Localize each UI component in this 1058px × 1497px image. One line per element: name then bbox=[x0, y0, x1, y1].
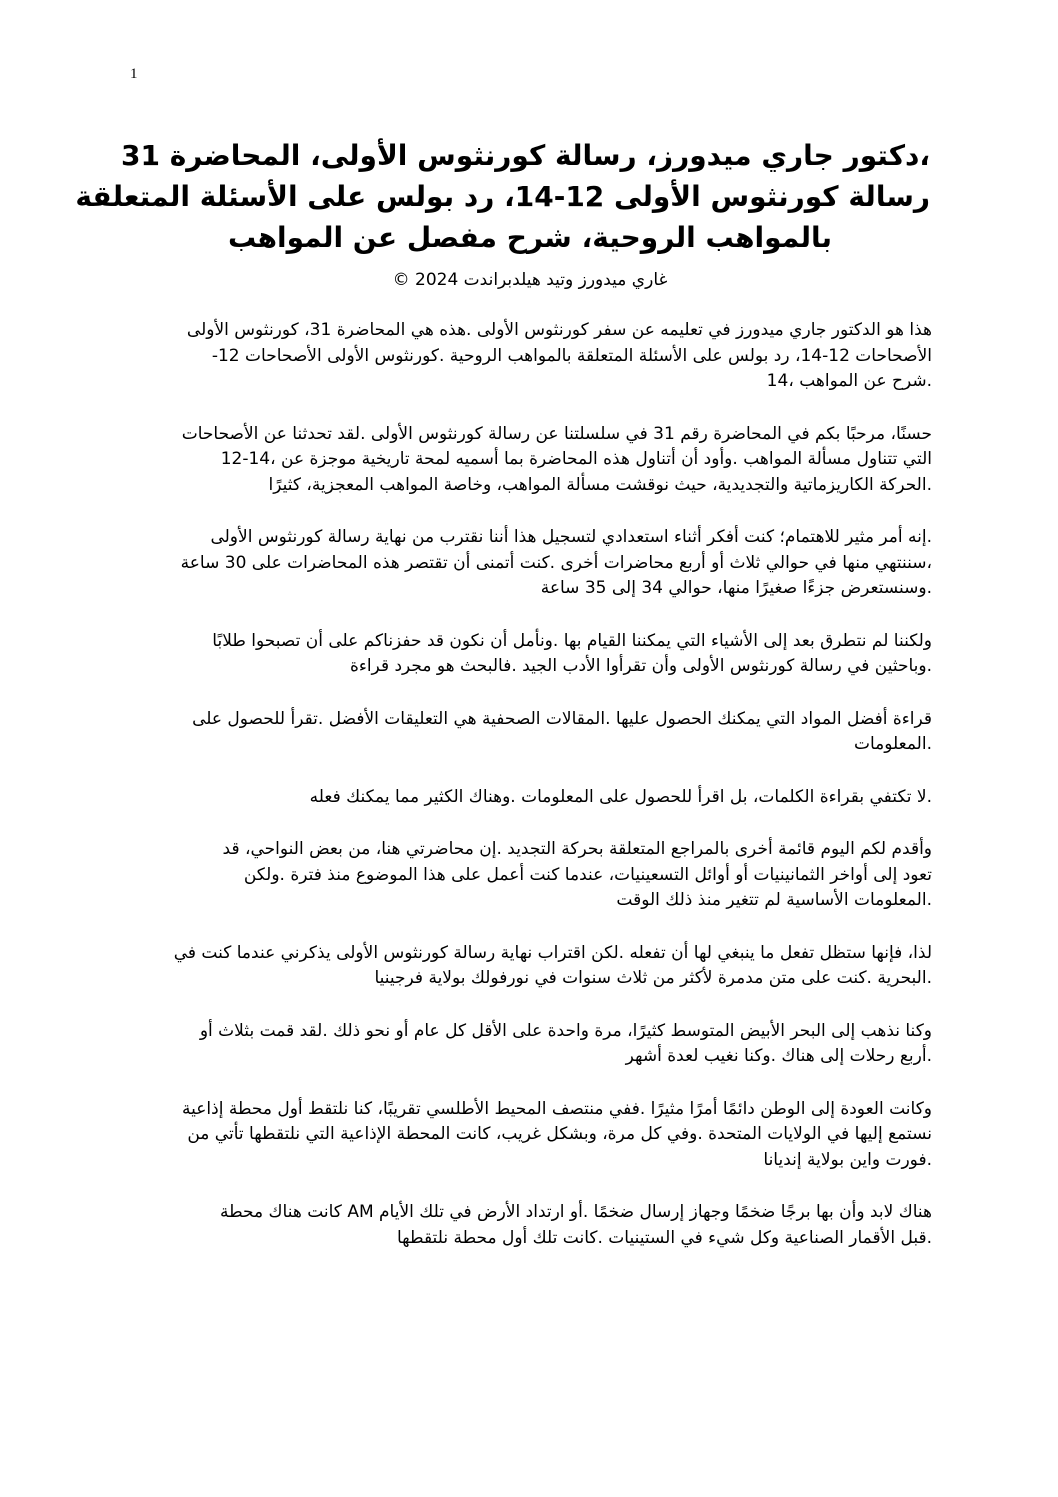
text-line: هذا هو الدكتور جاري ميدورز في تعليمه عن سفر كورنثوس الأولى .هذه هي المحاضرة 31، كورنثوس الأولى bbox=[186, 320, 932, 340]
paragraph bbox=[132, 837, 932, 914]
text-line: هناك لابد وأن بها برجًا ضخمًا وجهاز إرسال ضخمًا .أو ارتداد الأرض في تلك الأيام AM كانت هناك محطة bbox=[219, 1202, 932, 1222]
paragraph bbox=[132, 707, 932, 758]
paragraph bbox=[132, 941, 932, 992]
document-title bbox=[75, 135, 930, 258]
text-line: نستمع إليها في الولايات المتحدة .وفي كل مرة، وبشكل غريب، كانت المحطة الإذاعية التي نلتقطها تأتي من bbox=[187, 1124, 932, 1144]
title-line: رسالة كورنثوس الأولى 12-14، رد بولس على الأسئلة المتعلقة bbox=[75, 180, 930, 213]
text-line: قراءة أفضل المواد التي يمكنك الحصول عليها .المقالات الصحفية هي التعليقات الأفضل .تقرأ للحصول على bbox=[192, 708, 932, 729]
copyright-line: غاري ميدورز وتيد هيلدبراندت 2024 © bbox=[392, 270, 668, 290]
text-line: الأصحاحات 12-14، رد بولس على الأسئلة المتعلقة بالمواهب الروحية .كورنثوس الأولى الأصحاحات 12- bbox=[211, 345, 932, 366]
text-line: .إنه أمر مثير للاهتمام؛ كنت أفكر أثناء استعدادي لتسجيل هذا أننا نقترب من نهاية رسالة كورنثوس الأولى bbox=[210, 527, 932, 547]
text-line: التي تتناول مسألة المواهب .وأود أن أتناول هذه المحاضرة بما أسميه لمحة تاريخية موجزة عن ،14-12 bbox=[220, 449, 932, 469]
text-line: .أربع رحلات إلى هناك .وكنا نغيب لعدة أشهر bbox=[625, 1046, 932, 1066]
text-line: وأقدم لكم اليوم قائمة أخرى بالمراجع المتعلقة بحركة التجديد .إن محاضرتي هنا، من بعض النواحي، قد bbox=[222, 839, 932, 859]
document-body bbox=[132, 318, 932, 1278]
paragraph bbox=[132, 785, 932, 811]
text-line: .المعلومات الأساسية لم تتغير منذ ذلك الوقت bbox=[616, 890, 932, 910]
text-line: .وسنستعرض جزءًا صغيرًا منها، حوالي 34 إلى 35 ساعة bbox=[540, 578, 932, 598]
title-line: ،دكتور جاري ميدورز، رسالة كورنثوس الأولى، المحاضرة 31 bbox=[121, 139, 930, 172]
text-line: .لا تكتفي بقراءة الكلمات، بل اقرأ للحصول على المعلومات .وهناك الكثير مما يمكنك فعله bbox=[309, 786, 932, 807]
paragraph bbox=[132, 1097, 932, 1174]
text-line: .وباحثين في رسالة كورنثوس الأولى وأن تقرأوا الأدب الجيد .فالبحث هو مجرد قراءة bbox=[349, 656, 932, 676]
text-line: حسنًا، مرحبًا بكم في المحاضرة رقم 31 في سلسلتنا عن رسالة كورنثوس الأولى .لقد تحدثنا عن الأصحاحات bbox=[181, 423, 932, 444]
text-line: .البحرية .كنت على متن مدمرة لأكثر من ثلاث سنوات في نورفولك بولاية فرجينيا bbox=[374, 968, 932, 988]
text-line: .قبل الأقمار الصناعية وكل شيء في الستينيات .كانت تلك أول محطة نلتقطها bbox=[397, 1227, 932, 1248]
text-line: ولكننا لم نتطرق بعد إلى الأشياء التي يمكننا القيام بها .ونأمل أن نكون قد حفزناكم على أن تصبحوا طلابًا bbox=[212, 630, 932, 651]
paragraph bbox=[132, 1200, 932, 1251]
paragraph bbox=[132, 525, 932, 602]
text-line: تعود إلى أواخر الثمانينيات أو أوائل التسعينيات، عندما كنت أعمل على هذا الموضوع منذ فترة .ولكن bbox=[243, 864, 932, 885]
title-line: بالمواهب الروحية، شرح مفصل عن المواهب bbox=[227, 221, 833, 254]
page-number: 1 bbox=[130, 66, 138, 82]
text-line: .شرح عن المواهب ،14 bbox=[766, 371, 932, 391]
text-line: لذا، فإنها ستظل تفعل ما ينبغي لها أن تفعله .لكن اقتراب نهاية رسالة كورنثوس الأولى يذكرني عندما كنت في bbox=[173, 942, 932, 963]
text-line: ،سننتهي منها في حوالي ثلاث أو أربع محاضرات أخرى .كنت أتمنى أن تقتصر هذه المحاضرات على 30 ساعة bbox=[180, 552, 932, 573]
text-line: .المعلومات bbox=[853, 734, 932, 754]
paragraph bbox=[132, 422, 932, 499]
paragraph bbox=[132, 629, 932, 680]
text-line: .الحركة الكاريزماتية والتجديدية، حيث نوقشت مسألة المواهب، وخاصة المواهب المعجزية، كثيرًا bbox=[268, 474, 932, 495]
paragraph bbox=[132, 1019, 932, 1070]
paragraph bbox=[132, 318, 932, 395]
text-line: وكانت العودة إلى الوطن دائمًا أمرًا مثيرًا .ففي منتصف المحيط الأطلسي تقريبًا، كنا نلتقط أول محطة إذاعية bbox=[182, 1098, 932, 1119]
text-line: وكنا نذهب إلى البحر الأبيض المتوسط كثيرًا، مرة واحدة على الأقل كل عام أو نحو ذلك .لقد قمت بثلاث أو bbox=[199, 1020, 932, 1041]
text-line: .فورت واين بولاية إنديانا bbox=[763, 1149, 932, 1170]
